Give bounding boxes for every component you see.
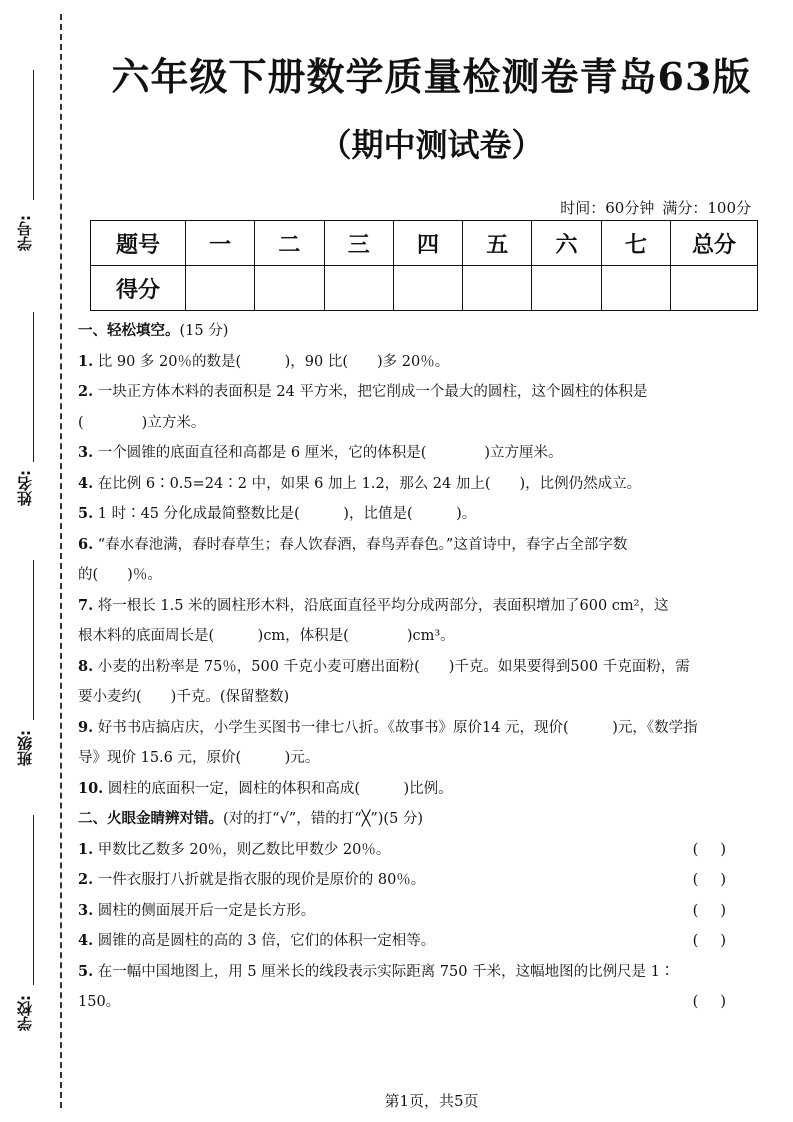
question-number: 10. <box>78 779 104 797</box>
page-title: 六年级下册数学质量检测卷青岛63版 <box>111 54 752 99</box>
question-line <box>78 957 754 988</box>
question-item <box>78 438 754 469</box>
class-line <box>33 560 34 720</box>
score-cell[interactable] <box>324 266 393 311</box>
question-text: 一个圆锥的底面直径和高都是 6 厘米，它的体积是( )立方厘米。 <box>97 445 563 461</box>
cut-line <box>60 14 62 1108</box>
section-2-questions <box>78 835 754 1018</box>
question-line <box>78 560 754 591</box>
question-item <box>78 347 754 378</box>
question-item <box>78 499 754 530</box>
score-row-label: 得分 <box>91 266 186 311</box>
question-item <box>78 896 754 927</box>
question-line <box>78 591 754 622</box>
section-1-title <box>78 316 754 347</box>
question-text: ( )立方米。 <box>78 414 206 431</box>
question-text: 150。 <box>78 994 121 1010</box>
question-text: 圆柱的底面积一定，圆柱的体积和高成( )比例。 <box>107 780 453 797</box>
question-text: 1 时∶45 分化成最简整数比是( )，比值是( )。 <box>97 506 477 522</box>
question-number: 9. <box>78 718 94 736</box>
question-item <box>78 713 754 774</box>
question-item <box>78 652 754 713</box>
name-line <box>33 312 34 462</box>
score-header-cell: 四 <box>393 221 462 266</box>
question-text: 圆锥的高是圆柱的高的 3 倍，它们的体积一定相等。 <box>97 933 436 949</box>
exam-time: 时间：60分钟 <box>560 199 655 217</box>
question-line <box>78 835 754 866</box>
question-number: 2. <box>78 871 94 888</box>
question-line <box>78 621 754 652</box>
question-number: 3. <box>78 901 94 919</box>
answer-parentheses[interactable]: () <box>692 872 748 888</box>
question-item <box>78 835 754 866</box>
section-2-note: (对的打“√”，错的打“╳”)(5 分) <box>223 811 424 827</box>
question-line <box>78 347 754 378</box>
question-text: 比 90 多 20％的数是( )，90 比( )多 20％。 <box>97 353 450 370</box>
question-text: 在一幅中国地图上，用 5 厘米长的线段表示实际距离 750 千米，这幅地图的比例尺是 1∶ <box>97 963 675 980</box>
question-text: 在比例 6∶0.5=24∶2 中，如果 6 加上 1.2，那么 24 加上( )，比例仍然成立。 <box>97 475 642 492</box>
score-table-header-row <box>91 221 758 266</box>
score-cell[interactable] <box>186 266 255 311</box>
score-cell[interactable] <box>601 266 670 311</box>
question-number: 6. <box>78 535 94 553</box>
question-line <box>78 438 754 469</box>
answer-parentheses[interactable]: () <box>692 841 748 858</box>
page-subtitle: （期中测试卷） <box>319 126 544 164</box>
name-label: 姓名: <box>16 470 34 506</box>
question-text: 要小麦约( )千克。(保留整数) <box>78 689 290 705</box>
question-text: 甲数比乙数多 20％，则乙数比甲数少 20％。 <box>97 841 391 858</box>
answer-parentheses[interactable]: () <box>692 994 748 1010</box>
answer-parentheses[interactable]: () <box>692 902 748 919</box>
question-item <box>78 957 754 1018</box>
question-item <box>78 774 754 805</box>
page-footer: 第1页，共5页 <box>384 1092 479 1110</box>
question-line <box>78 530 754 561</box>
question-text: 将一根长 1.5 米的圆柱形木料，沿底面直径平均分成两部分，表面积增加了600 cm²，这 <box>97 597 669 614</box>
score-header-cell: 六 <box>532 221 601 266</box>
question-number: 4. <box>78 932 94 949</box>
question-number: 4. <box>78 474 94 492</box>
section-2-title <box>78 804 754 835</box>
score-cell[interactable] <box>255 266 324 311</box>
exam-info <box>560 197 751 218</box>
student-id-label: 学号: <box>16 215 34 251</box>
question-item <box>78 865 754 896</box>
question-number: 1. <box>78 840 94 858</box>
question-number: 5. <box>78 962 94 980</box>
question-number: 8. <box>78 657 94 675</box>
question-item <box>78 591 754 652</box>
exam-content <box>78 316 754 1018</box>
question-line <box>78 743 754 774</box>
question-text: 圆柱的侧面展开后一定是长方形。 <box>97 902 316 919</box>
score-header-cell: 三 <box>324 221 393 266</box>
question-item <box>78 530 754 591</box>
score-cell[interactable] <box>671 266 758 311</box>
school-label: 学校: <box>16 995 34 1031</box>
question-line <box>78 865 754 896</box>
question-line <box>78 896 754 927</box>
answer-parentheses[interactable]: () <box>692 933 748 949</box>
question-item <box>78 469 754 500</box>
score-header-cell: 题号 <box>91 221 186 266</box>
class-label: 班级: <box>16 730 34 766</box>
exam-full-score: 满分：100分 <box>662 199 751 217</box>
section-1-heading: 一、轻松填空。 <box>78 323 180 339</box>
question-text: “春水春池满，春时春草生；春人饮春酒，春鸟弄春色。”这首诗中，春字占全部字数 <box>97 536 628 553</box>
section-2-heading: 二、火眼金睛辨对错。 <box>78 811 223 827</box>
question-number: 7. <box>78 596 94 614</box>
student-id-line <box>33 70 34 200</box>
score-cell[interactable] <box>463 266 532 311</box>
question-line <box>78 987 754 1018</box>
question-item <box>78 926 754 957</box>
school-line <box>33 815 34 985</box>
question-number: 5. <box>78 505 94 522</box>
question-line <box>78 682 754 713</box>
question-line <box>78 774 754 805</box>
question-line <box>78 377 754 408</box>
question-line <box>78 408 754 439</box>
question-text: 好书书店搞店庆，小学生买图书一律七八折。《故事书》原价14 元，现价( )元，《数学指 <box>97 719 698 736</box>
question-line <box>78 926 754 957</box>
question-text: 导》现价 15.6 元，原价( )元。 <box>78 750 320 766</box>
question-text: 根木料的底面周长是( )cm，体积是( )cm³。 <box>78 628 455 644</box>
question-line <box>78 652 754 683</box>
score-header-cell: 二 <box>255 221 324 266</box>
question-line <box>78 469 754 500</box>
question-text: 的( )％。 <box>78 567 162 583</box>
score-header-cell: 七 <box>601 221 670 266</box>
binding-margin <box>0 0 70 1122</box>
question-line <box>78 713 754 744</box>
question-text: 一件衣服打八折就是指衣服的现价是原价的 80％。 <box>97 872 426 888</box>
question-line <box>78 499 754 530</box>
score-header-cell: 五 <box>463 221 532 266</box>
score-header-cell: 总分 <box>671 221 758 266</box>
question-item <box>78 377 754 438</box>
section-1-points: (15 分) <box>179 323 229 339</box>
question-text: 小麦的出粉率是 75％，500 千克小麦可磨出面粉( )千克。如果要得到500 千克面粉，需 <box>97 658 690 675</box>
question-number: 3. <box>78 444 94 461</box>
score-table-score-row <box>91 266 758 311</box>
score-header-cell: 一 <box>186 221 255 266</box>
score-table <box>90 220 758 311</box>
score-cell[interactable] <box>532 266 601 311</box>
question-text: 一块正方体木料的表面积是 24 平方米，把它削成一个最大的圆柱，这个圆柱的体积是 <box>97 384 648 400</box>
section-1-questions <box>78 347 754 805</box>
question-number: 2. <box>78 383 94 400</box>
question-number: 1. <box>78 352 94 370</box>
score-cell[interactable] <box>393 266 462 311</box>
